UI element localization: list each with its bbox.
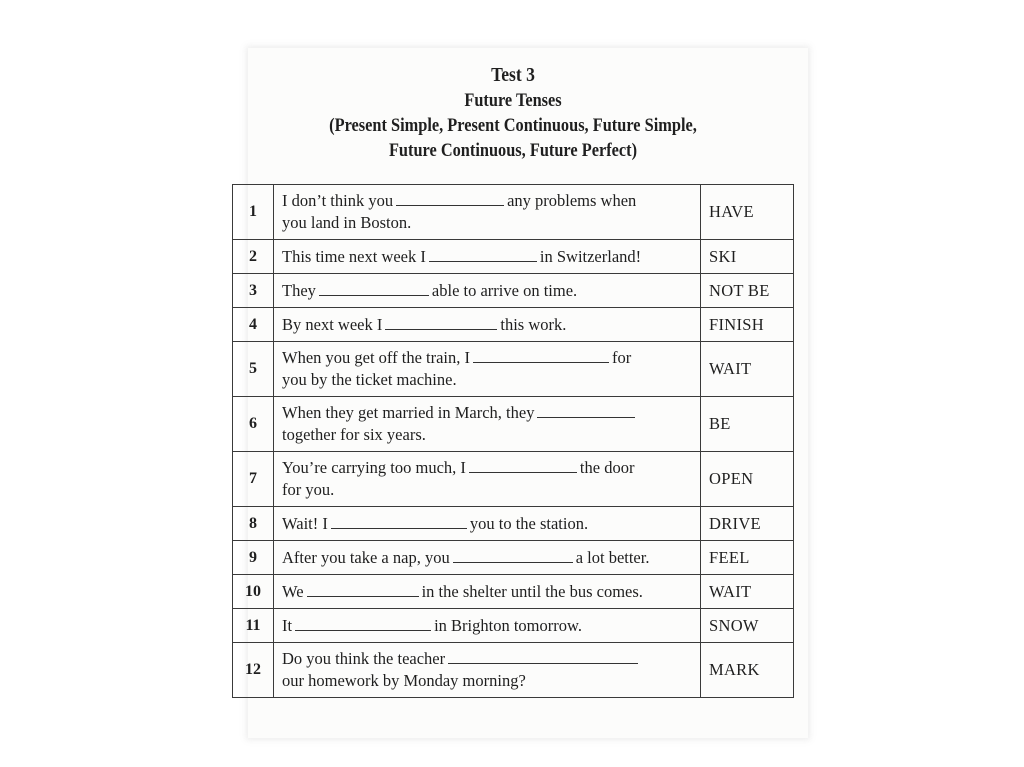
verb-prompt: FINISH <box>701 308 794 342</box>
exercise-row <box>233 452 794 507</box>
worksheet-header <box>232 62 794 163</box>
sentence-line-2: together for six years. <box>282 425 426 444</box>
sentence-end: any problems when <box>507 191 637 210</box>
answer-blank[interactable] <box>331 514 467 529</box>
row-number: 5 <box>233 342 274 397</box>
verb-prompt: WAIT <box>701 575 794 609</box>
sentence-end: in Switzerland! <box>539 246 642 266</box>
sentence-end: a lot better. <box>575 547 650 567</box>
sentence-start: When you get off the train, I <box>282 348 471 367</box>
exercise-table <box>232 184 794 698</box>
row-sentence <box>274 609 701 643</box>
answer-blank[interactable] <box>453 548 573 563</box>
exercise-row <box>233 240 794 274</box>
exercise-row <box>233 342 794 397</box>
verb-prompt: FEEL <box>701 541 794 575</box>
sentence-end: in Brighton tomorrow. <box>434 615 582 635</box>
row-sentence <box>274 507 701 541</box>
answer-blank[interactable] <box>429 247 537 262</box>
sentence-end: the door <box>579 458 635 477</box>
sentence-end: you to the station. <box>469 513 589 533</box>
row-number: 7 <box>233 452 274 507</box>
answer-blank[interactable] <box>473 348 609 363</box>
exercise-row <box>233 541 794 575</box>
exercise-row <box>233 609 794 643</box>
exercise-row <box>233 575 794 609</box>
sentence-line-2: for you. <box>282 480 335 499</box>
sentence-start: After you take a nap, you <box>282 547 450 567</box>
verb-prompt: HAVE <box>701 185 794 240</box>
answer-blank[interactable] <box>537 403 635 418</box>
row-number: 11 <box>233 609 274 643</box>
row-sentence <box>274 240 701 274</box>
row-number: 1 <box>233 185 274 240</box>
row-number: 2 <box>233 240 274 274</box>
sentence-end: in the shelter until the bus comes. <box>421 581 643 601</box>
verb-prompt: WAIT <box>701 342 794 397</box>
answer-blank[interactable] <box>448 649 638 664</box>
answer-blank[interactable] <box>295 616 431 631</box>
sentence-start: We <box>282 581 304 601</box>
exercise-row <box>233 308 794 342</box>
verb-prompt: NOT BE <box>701 274 794 308</box>
verb-prompt: BE <box>701 397 794 452</box>
test-title: Test 3 <box>491 64 535 86</box>
answer-blank[interactable] <box>319 281 429 296</box>
exercise-row <box>233 274 794 308</box>
row-sentence <box>274 342 701 397</box>
row-sentence <box>274 452 701 507</box>
sentence-start: By next week I <box>282 314 383 334</box>
verb-prompt: SNOW <box>701 609 794 643</box>
row-number: 10 <box>233 575 274 609</box>
sentence-end: for <box>612 348 632 367</box>
row-number: 3 <box>233 274 274 308</box>
sentence-start: Wait! I <box>282 513 328 533</box>
row-sentence <box>274 274 701 308</box>
test-subtitle: Future Tenses <box>464 90 562 111</box>
row-sentence <box>274 643 701 698</box>
row-number: 6 <box>233 397 274 452</box>
tense-list-line-1: (Present Simple, Present Continuous, Future Simple, <box>329 115 697 136</box>
sentence-start: Do you think the teacher <box>282 649 446 668</box>
answer-blank[interactable] <box>396 191 504 206</box>
verb-prompt: MARK <box>701 643 794 698</box>
sentence-start: This time next week I <box>282 246 426 266</box>
sentence-start: I don’t think you <box>282 191 394 210</box>
verb-prompt: DRIVE <box>701 507 794 541</box>
row-number: 8 <box>233 507 274 541</box>
answer-blank[interactable] <box>385 315 497 330</box>
sentence-start: When they get married in March, they <box>282 403 535 422</box>
row-number: 9 <box>233 541 274 575</box>
row-sentence <box>274 185 701 240</box>
row-number: 12 <box>233 643 274 698</box>
sentence-line-2: you by the ticket machine. <box>282 370 457 389</box>
exercise-row <box>233 185 794 240</box>
exercise-row <box>233 507 794 541</box>
sentence-start: You’re carrying too much, I <box>282 458 466 477</box>
answer-blank[interactable] <box>307 582 419 597</box>
exercise-row <box>233 397 794 452</box>
row-sentence <box>274 397 701 452</box>
row-number: 4 <box>233 308 274 342</box>
row-sentence <box>274 541 701 575</box>
answer-blank[interactable] <box>469 458 577 473</box>
sentence-line-2: our homework by Monday morning? <box>282 671 526 690</box>
verb-prompt: OPEN <box>701 452 794 507</box>
exercise-row <box>233 643 794 698</box>
sentence-start: They <box>282 280 316 300</box>
sentence-end: this work. <box>500 314 567 334</box>
row-sentence <box>274 575 701 609</box>
row-sentence <box>274 308 701 342</box>
verb-prompt: SKI <box>701 240 794 274</box>
sentence-end: able to arrive on time. <box>431 280 578 300</box>
tense-list-line-2: Future Continuous, Future Perfect) <box>388 140 638 161</box>
sentence-line-2: you land in Boston. <box>282 213 412 232</box>
sentence-start: It <box>282 615 293 635</box>
